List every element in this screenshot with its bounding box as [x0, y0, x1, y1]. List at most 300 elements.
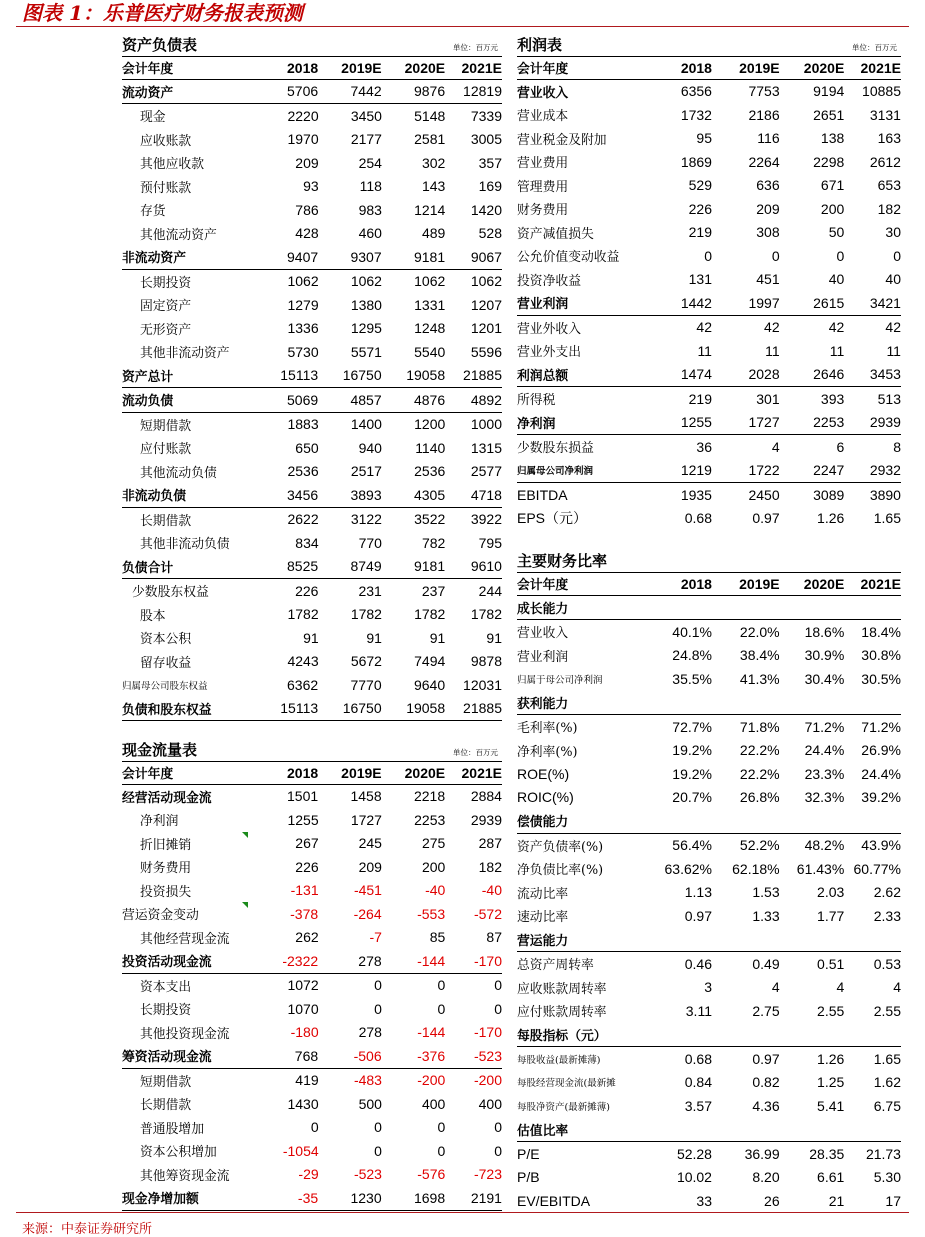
- row-label: 其他流动资产: [140, 227, 217, 243]
- row-label: 公允价值变动收益: [517, 250, 620, 266]
- header-label: 会计年度: [122, 767, 174, 783]
- table-row: [517, 150, 901, 174]
- table-cell: 10.02: [676, 1169, 712, 1186]
- row-label: 其他流动负债: [140, 465, 217, 481]
- table-cell: 2253: [414, 811, 446, 828]
- panel-title-row: [122, 739, 502, 761]
- table-cell: 5.41: [817, 1097, 845, 1114]
- table-cell: 1.25: [817, 1074, 845, 1091]
- table-cell: 3: [704, 979, 712, 996]
- table-cell: 0.68: [684, 1050, 712, 1067]
- table-cell: 834: [295, 534, 319, 551]
- table-cell: 5571: [350, 343, 382, 360]
- row-label: 归属母公司股东权益: [122, 680, 208, 692]
- table-cell: 671: [820, 177, 845, 194]
- row-label: 所得税: [517, 393, 556, 409]
- table-cell: 87: [486, 929, 502, 946]
- row-label: 归属母公司净利润: [517, 466, 594, 478]
- table-cell: 2939: [470, 811, 502, 828]
- table-cell: 1722: [748, 462, 780, 479]
- table-row: [122, 245, 502, 270]
- table-cell: 4.36: [752, 1097, 780, 1114]
- row-label: 营业外支出: [517, 345, 581, 361]
- table-cell: 8749: [350, 558, 382, 575]
- table-cell: -200: [473, 1072, 502, 1089]
- table-cell: 2028: [748, 366, 780, 383]
- header-year: 2021E: [461, 59, 502, 76]
- table-row: [122, 949, 502, 974]
- table-row: [122, 832, 502, 856]
- table-cell: 2247: [813, 462, 845, 479]
- cell-comment-marker: [242, 902, 248, 908]
- row-label: 应收账款: [140, 133, 192, 149]
- table-cell: 9610: [470, 558, 502, 575]
- table-cell: 1214: [414, 201, 446, 218]
- table-cell: 0: [310, 1119, 319, 1136]
- figure-title: 图表 1：乐普医疗财务报表预测: [22, 1, 303, 25]
- row-label: 净利润: [517, 416, 556, 432]
- row-label: 其他筹资现金流: [140, 1168, 230, 1184]
- table-cell: 1.13: [684, 884, 712, 901]
- row-label: 资产负债率(%): [517, 839, 604, 855]
- header-row: [517, 56, 901, 80]
- row-label: 折旧摊销: [140, 837, 192, 853]
- table-cell: 1970: [287, 131, 319, 148]
- table-cell: 9067: [470, 248, 502, 265]
- table-row: [517, 620, 901, 644]
- table-cell: -40: [425, 882, 446, 899]
- table-cell: 1279: [287, 296, 319, 313]
- row-label: 投资净收益: [517, 273, 581, 289]
- row-label: 流动负债: [122, 394, 174, 410]
- table-cell: 254: [358, 154, 382, 171]
- table-row: [517, 316, 901, 340]
- table-cell: 2.33: [873, 907, 901, 924]
- table-cell: 650: [295, 439, 319, 456]
- table-cell: 0.97: [684, 907, 712, 924]
- table-row: [517, 904, 901, 928]
- table-row: [517, 174, 901, 198]
- table-row: [122, 508, 502, 532]
- table-cell: -451: [353, 882, 382, 899]
- table-row: [517, 976, 901, 1000]
- table-row: [122, 974, 502, 998]
- table-cell: 3456: [287, 486, 319, 503]
- row-label: 估值比率: [517, 1123, 569, 1139]
- table-row: [122, 317, 502, 341]
- table-cell: 2517: [350, 463, 382, 480]
- table-cell: 1.62: [873, 1074, 901, 1091]
- panel-title-row: [517, 34, 901, 56]
- row-label: 应付账款: [140, 442, 192, 458]
- table-cell: -40: [481, 882, 502, 899]
- table-row: [122, 997, 502, 1021]
- row-label: 非流动负债: [122, 489, 186, 505]
- row-label: 资本公积: [140, 632, 192, 648]
- table-cell: 16750: [342, 367, 382, 384]
- row-label: 利润总额: [517, 368, 569, 384]
- table-cell: 2177: [350, 131, 382, 148]
- table-cell: 26: [764, 1192, 780, 1209]
- table-cell: 169: [478, 178, 502, 195]
- panel-title: 主要财务比率: [517, 552, 608, 570]
- table-row: [517, 244, 901, 268]
- table-cell: 9407: [287, 248, 319, 265]
- table-cell: 1140: [415, 439, 446, 456]
- table-cell: 42: [828, 319, 845, 336]
- table-row: [122, 128, 502, 152]
- table-cell: -376: [417, 1047, 446, 1064]
- table-cell: 3450: [350, 107, 382, 124]
- table-cell: 2932: [869, 462, 901, 479]
- table-cell: 782: [421, 534, 446, 551]
- table-cell: 21.73: [865, 1145, 901, 1162]
- table-cell: 1.26: [817, 1050, 845, 1067]
- table-cell: 0: [437, 1142, 446, 1159]
- table-cell: 4305: [413, 486, 446, 503]
- row-label: 短期借款: [140, 418, 192, 434]
- table-body: [517, 56, 901, 530]
- table-cell: 5672: [350, 653, 382, 670]
- table-cell: 6: [836, 438, 845, 455]
- row-label: 营业成本: [517, 109, 569, 125]
- table-cell: 245: [358, 835, 382, 852]
- table-cell: 0: [437, 977, 446, 994]
- table-row: [517, 268, 901, 292]
- table-cell: 1883: [287, 416, 319, 433]
- table-cell: 1200: [414, 416, 446, 433]
- row-label: 应收账款周转率: [517, 981, 607, 997]
- table-cell: 940: [358, 439, 382, 456]
- cash-flow-panel: [122, 739, 502, 1211]
- table-row: [122, 579, 502, 603]
- table-cell: 0: [374, 1142, 382, 1159]
- row-label: 存货: [140, 204, 166, 220]
- table-cell: 3131: [869, 106, 901, 123]
- financial-ratios-panel: [517, 550, 901, 1213]
- table-cell: 2253: [813, 414, 845, 431]
- row-label: 普通股增加: [140, 1121, 204, 1137]
- unit-label: 单位：百万元: [453, 43, 498, 52]
- table-cell: 983: [358, 201, 382, 218]
- table-cell: 219: [688, 390, 712, 407]
- table-cell: 3005: [470, 131, 502, 148]
- table-row: [517, 999, 901, 1023]
- row-label: 营业利润: [517, 297, 569, 313]
- table-cell: 18.4%: [861, 623, 901, 640]
- table-cell: 19058: [406, 700, 446, 717]
- table-row: [122, 1092, 502, 1116]
- table-cell: 5706: [287, 83, 319, 100]
- table-cell: 287: [478, 835, 502, 852]
- table-row: [517, 715, 901, 739]
- table-row: [517, 786, 901, 810]
- table-cell: 4: [893, 979, 901, 996]
- table-cell: 16750: [342, 700, 382, 717]
- table-cell: 1062: [350, 273, 382, 290]
- table-cell: 2615: [813, 294, 845, 311]
- table-cell: 6356: [680, 83, 712, 100]
- table-row: [122, 436, 502, 460]
- table-cell: 1782: [414, 606, 446, 623]
- table-cell: 2939: [869, 414, 901, 431]
- table-cell: 8.20: [752, 1169, 780, 1186]
- table-row: [517, 221, 901, 245]
- header-year: 2021E: [860, 59, 901, 76]
- table-cell: 226: [295, 582, 319, 599]
- table-cell: 513: [877, 390, 901, 407]
- row-label: 净负债比率(%): [517, 863, 604, 879]
- table-cell: 460: [358, 225, 382, 242]
- table-cell: 1331: [414, 296, 446, 313]
- table-cell: 500: [358, 1095, 382, 1112]
- table-cell: 0.84: [684, 1074, 712, 1091]
- row-label: 非流动资产: [122, 251, 186, 267]
- table-cell: 3122: [350, 511, 382, 528]
- table-cell: 19058: [406, 367, 446, 384]
- header-year: 2021E: [860, 575, 901, 592]
- row-label: 投资损失: [140, 884, 192, 900]
- row-label: 股本: [140, 608, 166, 624]
- table-row: [122, 293, 502, 317]
- header-year: 2018: [287, 764, 319, 781]
- table-cell: 1062: [414, 273, 446, 290]
- table-cell: 278: [358, 952, 382, 969]
- table-cell: 35.5%: [672, 670, 712, 687]
- table-cell: -523: [473, 1047, 502, 1064]
- table-row: [517, 1047, 901, 1071]
- table-cell: 39.2%: [861, 789, 901, 806]
- table-cell: 4243: [287, 653, 319, 670]
- table-cell: 5596: [470, 343, 502, 360]
- table-cell: 1062: [287, 273, 319, 290]
- table-row: [517, 644, 901, 668]
- unit-label: 单位：百万元: [453, 748, 498, 757]
- table-cell: 22.2%: [739, 765, 780, 782]
- table-cell: 1.53: [752, 884, 780, 901]
- table-cell: 1207: [470, 296, 502, 313]
- table-cell: 0.49: [752, 955, 780, 972]
- table-row: [517, 667, 901, 691]
- table-cell: 0.97: [752, 1050, 780, 1067]
- table-cell: 30.5%: [861, 670, 901, 687]
- table-cell: -506: [353, 1047, 382, 1064]
- table-cell: 18.6%: [804, 623, 845, 640]
- table-cell: 1442: [680, 294, 712, 311]
- table-cell: 143: [421, 178, 446, 195]
- table-cell: 0: [494, 1119, 502, 1136]
- row-label: 少数股东损益: [517, 441, 594, 457]
- top-rule: [16, 26, 909, 27]
- table-cell: 1336: [287, 320, 319, 337]
- table-cell: 71.8%: [739, 718, 780, 735]
- table-cell: -723: [473, 1166, 502, 1183]
- table-cell: 393: [820, 390, 845, 407]
- table-row: [122, 1163, 502, 1187]
- table-cell: 21: [828, 1192, 845, 1209]
- table-cell: 1255: [680, 414, 712, 431]
- table-cell: 1.26: [817, 510, 845, 527]
- table-cell: 278: [358, 1024, 382, 1041]
- table-cell: 2.55: [817, 1002, 845, 1019]
- table-cell: 4: [771, 438, 780, 455]
- table-cell: 21885: [463, 367, 502, 384]
- table-cell: 3922: [470, 511, 502, 528]
- row-label: 归属于母公司净利润: [517, 674, 603, 686]
- table-cell: 428: [295, 225, 319, 242]
- table-cell: 9640: [413, 676, 446, 693]
- table-cell: 11: [886, 342, 901, 359]
- table-cell: 22.2%: [739, 742, 780, 759]
- table-cell: 2536: [414, 463, 446, 480]
- table-cell: 1782: [287, 606, 319, 623]
- table-cell: 0: [437, 1000, 446, 1017]
- table-cell: 0: [494, 1000, 502, 1017]
- table-cell: 5.30: [873, 1169, 901, 1186]
- table-cell: 2220: [287, 107, 319, 124]
- table-row: [517, 809, 901, 834]
- table-cell: 2191: [470, 1189, 502, 1206]
- table-cell: 2622: [287, 511, 319, 528]
- header-year: 2019E: [739, 575, 780, 592]
- table-row: [122, 340, 502, 364]
- table-cell: 91: [366, 629, 382, 646]
- table-row: [122, 460, 502, 484]
- table-cell: 28.35: [809, 1145, 845, 1162]
- row-label: 现金: [140, 110, 166, 126]
- row-label: 偿债能力: [517, 815, 569, 831]
- header-year: 2021E: [461, 764, 502, 781]
- table-row: [517, 1094, 901, 1118]
- row-label: 毛利率(%): [517, 721, 578, 737]
- row-label: 资本支出: [140, 979, 192, 995]
- table-cell: 1501: [287, 788, 319, 805]
- table-cell: 1400: [350, 416, 382, 433]
- table-cell: 36: [696, 438, 712, 455]
- unit-label: 单位：百万元: [852, 43, 897, 52]
- table-cell: 48.2%: [804, 837, 845, 854]
- table-cell: 1070: [287, 1000, 319, 1017]
- row-label: 筹资活动现金流: [122, 1050, 212, 1066]
- table-cell: 1201: [470, 320, 502, 337]
- table-cell: 6.75: [873, 1097, 901, 1114]
- table-cell: 33: [696, 1192, 712, 1209]
- panel-title: 现金流量表: [122, 741, 198, 759]
- table-cell: 91: [303, 629, 319, 646]
- row-label: 财务费用: [517, 203, 569, 219]
- table-row: [517, 834, 901, 858]
- row-label: 负债和股东权益: [122, 702, 212, 718]
- table-cell: 7339: [470, 107, 502, 124]
- table-cell: 40.1%: [672, 623, 712, 640]
- table-cell: 1072: [287, 977, 319, 994]
- table-row: [122, 1116, 502, 1140]
- table-cell: 529: [688, 177, 712, 194]
- row-label: 少数股东权益: [132, 585, 209, 601]
- row-label: 流动资产: [122, 85, 174, 101]
- row-label: 每股经营现金流(最新摊: [517, 1078, 616, 1090]
- table-cell: 26.9%: [861, 742, 901, 759]
- table-cell: 768: [294, 1047, 319, 1064]
- header-row: [122, 761, 502, 785]
- table-cell: 1732: [680, 106, 712, 123]
- table-cell: 795: [478, 534, 502, 551]
- row-label: 净利润: [140, 814, 179, 830]
- table-row: [517, 103, 901, 127]
- table-cell: 2.75: [752, 1002, 780, 1019]
- table-cell: -264: [353, 905, 382, 922]
- table-row: [517, 459, 901, 484]
- header-year: 2020E: [404, 59, 446, 76]
- row-label: 营业费用: [517, 156, 569, 172]
- table-cell: 11: [697, 342, 712, 359]
- table-cell: 9876: [413, 83, 446, 100]
- table-row: [517, 881, 901, 905]
- table-cell: 9181: [413, 248, 446, 265]
- table-cell: 1.65: [873, 1050, 901, 1067]
- table-row: [122, 175, 502, 199]
- header-row: [517, 572, 901, 596]
- table-cell: 2218: [413, 788, 446, 805]
- table-cell: -523: [353, 1166, 382, 1183]
- header-year: 2018: [287, 59, 319, 76]
- table-cell: 15113: [280, 700, 319, 717]
- table-cell: 4: [771, 979, 780, 996]
- panel-title-row: [122, 34, 502, 56]
- table-cell: 0.51: [817, 955, 845, 972]
- row-label: 长期投资: [140, 275, 192, 291]
- table-cell: 11: [765, 342, 780, 359]
- table-cell: 36.99: [744, 1145, 780, 1162]
- table-cell: 1727: [748, 414, 780, 431]
- row-label: 资产总计: [122, 369, 174, 385]
- table-cell: 1474: [680, 366, 712, 383]
- table-cell: 1782: [350, 606, 382, 623]
- table-cell: 0: [836, 247, 845, 264]
- table-row: [122, 902, 502, 926]
- table-row: [517, 411, 901, 436]
- table-cell: 41.3%: [739, 670, 780, 687]
- table-cell: 3089: [813, 486, 845, 503]
- table-cell: 93: [303, 178, 319, 195]
- table-cell: 2536: [287, 463, 319, 480]
- table-cell: 42: [696, 319, 712, 336]
- table-row: [517, 762, 901, 786]
- table-cell: 17: [885, 1192, 901, 1209]
- table-cell: 1997: [748, 294, 780, 311]
- table-cell: 400: [478, 1095, 502, 1112]
- row-label: 速动比率: [517, 910, 569, 926]
- table-row: [122, 1044, 502, 1069]
- table-cell: 2.03: [817, 884, 845, 901]
- table-cell: 2612: [869, 153, 901, 170]
- table-cell: -553: [417, 905, 446, 922]
- table-cell: -200: [417, 1072, 446, 1089]
- table-cell: 5730: [287, 343, 319, 360]
- table-cell: 23.3%: [804, 765, 845, 782]
- table-row: [122, 697, 502, 722]
- table-cell: 9878: [470, 653, 502, 670]
- table-row: [517, 596, 901, 621]
- table-row: [517, 197, 901, 221]
- table-cell: 60.77%: [853, 860, 901, 877]
- table-cell: 528: [478, 225, 502, 242]
- table-cell: 226: [295, 858, 319, 875]
- panel-title: 资产负债表: [122, 36, 198, 54]
- row-label: 成长能力: [517, 601, 569, 617]
- table-cell: 3893: [350, 486, 382, 503]
- row-label: 获利能力: [517, 696, 569, 712]
